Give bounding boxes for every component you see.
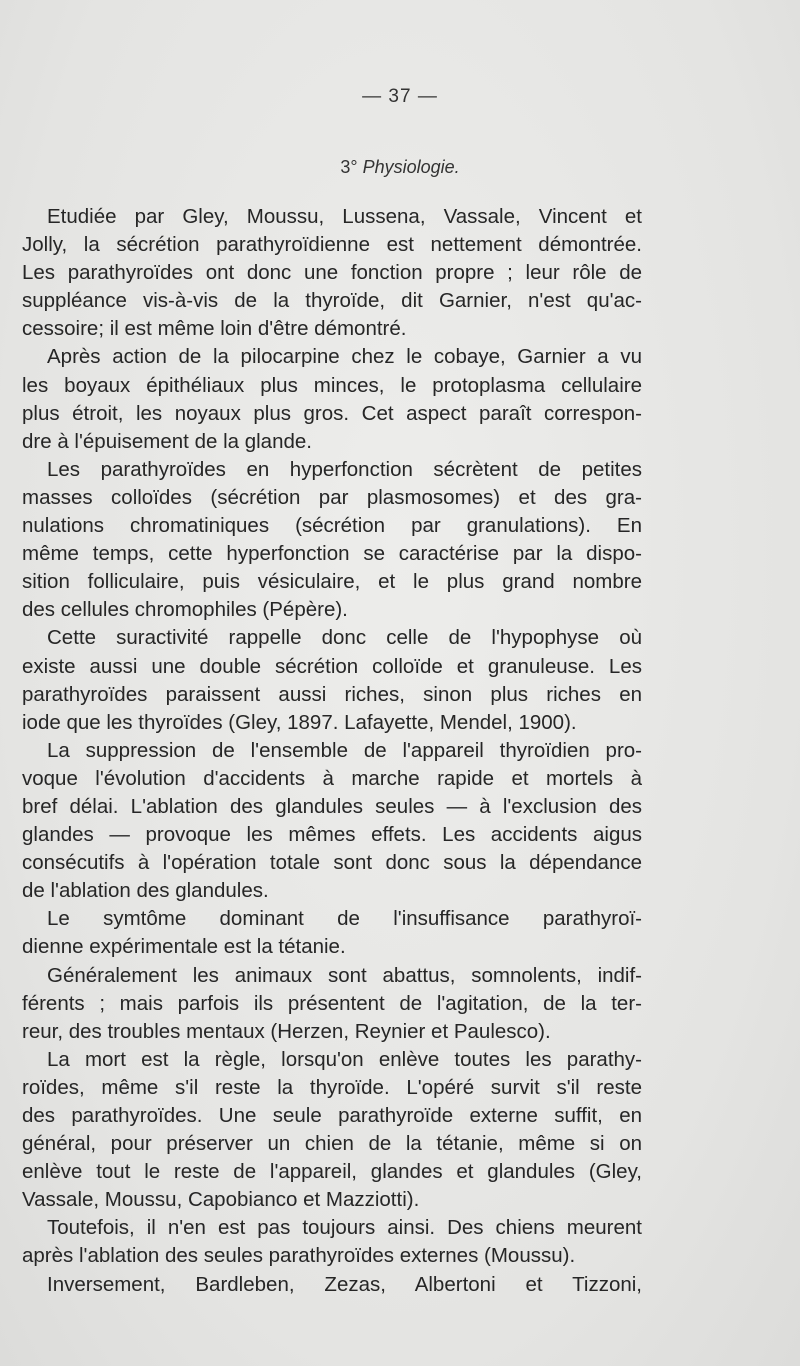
section-heading: Physiologie. xyxy=(362,157,460,177)
text-line: Etudiée par Gley, Moussu, Lussena, Vassale, Vincent et xyxy=(47,205,642,228)
text-line: Le symtôme dominant de l'insuffisance parathyroï- xyxy=(47,907,642,931)
text-line: Jolly, la sécrétion parathyroïdienne est nettement démontrée. xyxy=(22,233,642,257)
text-line: dienne expérimentale est la tétanie. xyxy=(22,935,346,959)
text-line: Les parathyroïdes en hyperfonction sécrètent de petites xyxy=(47,457,642,481)
text-line: reur, des troubles mentaux (Herzen, Reynier et Paulesco). xyxy=(22,1019,551,1043)
text-line: Cette suractivité rappelle donc celle de l'hypophyse où xyxy=(47,626,642,650)
text-line: cessoire; il est même loin d'être démontré. xyxy=(22,317,407,341)
text-line: nulations chromatiniques (sécrétion par granulations). En xyxy=(22,514,642,538)
text-line: enlève tout le reste de l'appareil, glandes et glandules (Gley, xyxy=(22,1160,642,1184)
text-line: sition folliculaire, puis vésiculaire, et le plus grand nombre xyxy=(22,570,642,594)
text-line: général, pour préserver un chien de la tétanie, même si on xyxy=(22,1132,642,1156)
text-line: Après action de la pilocarpine chez le cobaye, Garnier a vu xyxy=(47,345,642,369)
text-line: plus étroit, les noyaux plus gros. Cet aspect paraît correspon- xyxy=(22,401,642,425)
section-title xyxy=(0,157,800,178)
text-line: La mort est la règle, lorsqu'on enlève toutes les parathy- xyxy=(47,1047,642,1071)
text-line: dre à l'épuisement de la glande. xyxy=(22,429,312,453)
text-line: après l'ablation des seules parathyroïdes externes (Moussu). xyxy=(22,1244,576,1268)
text-line: suppléance vis-à-vis de la thyroïde, dit Garnier, n'est qu'ac- xyxy=(22,289,642,313)
text-line: les boyaux épithéliaux plus minces, le protoplasma cellulaire xyxy=(22,373,642,397)
text-line: bref délai. L'ablation des glandules seules — à l'exclusion des xyxy=(22,794,642,818)
text-line: férents ; mais parfois ils présentent de l'agitation, de la ter- xyxy=(22,991,642,1015)
body-text xyxy=(22,203,642,1299)
text-line: glandes — provoque les mêmes effets. Les accidents aigus xyxy=(22,823,642,847)
text-line: consécutifs à l'opération totale sont donc sous la dépendance xyxy=(22,851,642,875)
text-line: parathyroïdes paraissent aussi riches, sinon plus riches en xyxy=(22,682,642,706)
text-line: Généralement les animaux sont abattus, somnolents, indif- xyxy=(47,963,642,987)
page-number: — 37 — xyxy=(362,86,438,107)
text-line: iode que les thyroïdes (Gley, 1897. Lafayette, Mendel, 1900). xyxy=(22,710,577,734)
section-number: 3° xyxy=(340,157,358,177)
text-line: Les parathyroïdes ont donc une fonction propre ; leur rôle de xyxy=(22,261,642,285)
text-line: même temps, cette hyperfonction se caractérise par la dispo- xyxy=(22,542,642,566)
text-line: des parathyroïdes. Une seule parathyroïde externe suffit, en xyxy=(22,1104,642,1127)
text-line: roïdes, même s'il reste la thyroïde. L'opéré survit s'il reste xyxy=(22,1075,642,1099)
text-line: voque l'évolution d'accidents à marche rapide et mortels à xyxy=(22,766,642,790)
text-line: Vassale, Moussu, Capobianco et Mazziotti). xyxy=(22,1188,420,1212)
text-line: existe aussi une double sécrétion colloïde et granuleuse. Les xyxy=(22,654,642,678)
text-line: masses colloïdes (sécrétion par plasmosomes) et des gra- xyxy=(22,485,642,509)
text-line: Inversement, Bardleben, Zezas, Albertoni et Tizzoni, xyxy=(47,1272,642,1296)
text-line: de l'ablation des glandules. xyxy=(22,879,269,903)
text-line: des cellules chromophiles (Pépère). xyxy=(22,598,348,622)
text-line: La suppression de l'ensemble de l'appareil thyroïdien pro- xyxy=(47,738,642,762)
text-line: Toutefois, il n'en est pas toujours ainsi. Des chiens meurent xyxy=(47,1216,642,1240)
